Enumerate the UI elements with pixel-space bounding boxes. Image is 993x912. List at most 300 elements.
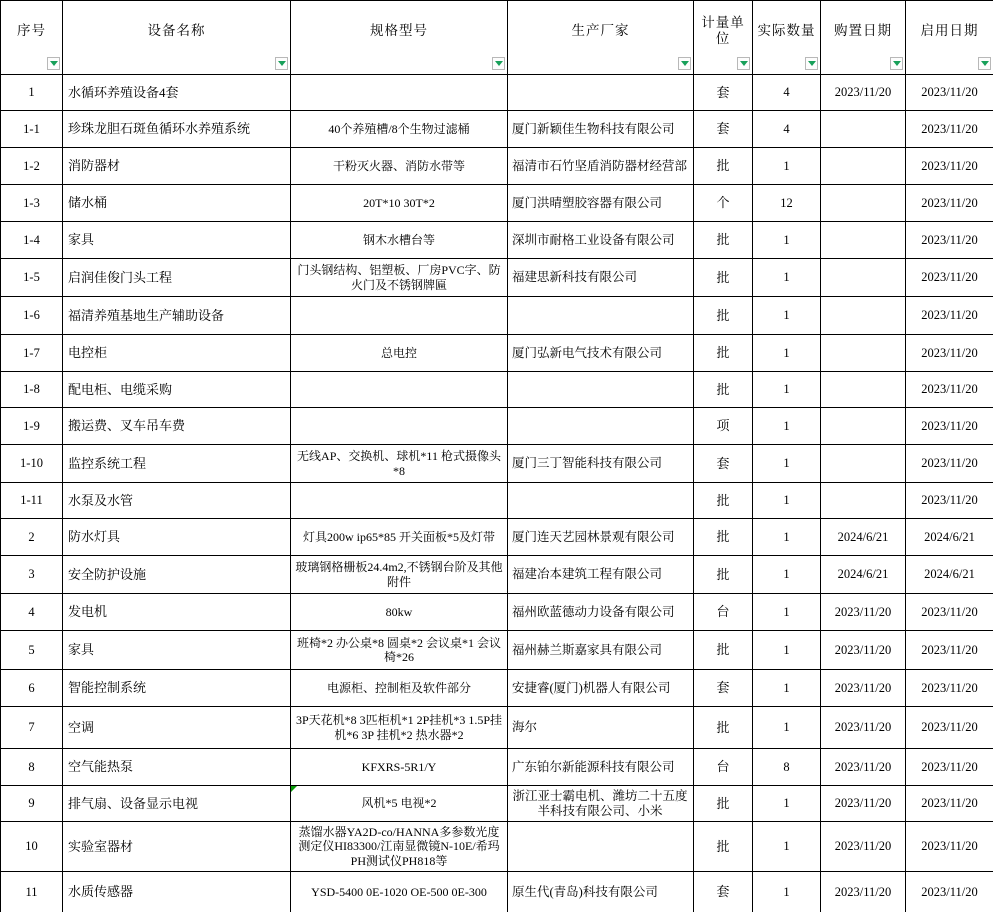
cell-spec-model[interactable] <box>291 519 508 556</box>
header-label: 规格型号 <box>370 23 428 39</box>
cell-equipment-name[interactable] <box>63 519 291 556</box>
cell-text: 2023/11/20 <box>921 382 978 397</box>
cell-text: 2024/6/21 <box>924 567 975 582</box>
cell-actual-quantity[interactable] <box>753 75 821 111</box>
cell-start-date[interactable] <box>906 631 993 670</box>
cell-actual-quantity[interactable] <box>753 519 821 556</box>
cell-text: 2023/11/20 <box>921 85 978 100</box>
cell-manufacturer[interactable] <box>508 75 694 111</box>
header-start-date[interactable] <box>906 1 993 75</box>
cell-spec-model[interactable] <box>291 148 508 185</box>
cell-equipment-name[interactable] <box>63 786 291 822</box>
cell-manufacturer[interactable] <box>508 445 694 483</box>
cell-text: 台 <box>716 604 730 620</box>
cell-unit[interactable] <box>694 872 753 912</box>
cell-text: 12 <box>780 195 793 210</box>
cell-purchase-date[interactable] <box>821 556 906 594</box>
cell-equipment-name[interactable] <box>63 335 291 372</box>
cell-spec-model[interactable] <box>291 445 508 483</box>
cell-serial[interactable] <box>1 297 63 335</box>
filter-arrow-icon <box>681 61 689 66</box>
cell-actual-quantity[interactable] <box>753 148 821 185</box>
cell-text: 2024/6/21 <box>924 529 975 544</box>
filter-arrow-icon <box>50 61 58 66</box>
cell-text: 1-9 <box>23 418 40 433</box>
cell-serial[interactable] <box>1 822 63 872</box>
cell-manufacturer[interactable] <box>508 670 694 707</box>
cell-text: 1 <box>783 158 790 173</box>
cell-text: KFXRS-5R1/Y <box>361 759 437 774</box>
cell-spec-model[interactable] <box>291 408 508 445</box>
cell-text: 1-7 <box>23 345 40 360</box>
cell-text: 7 <box>28 720 35 735</box>
cell-actual-quantity[interactable] <box>753 707 821 749</box>
cell-purchase-date[interactable] <box>821 111 906 148</box>
cell-text: 1-11 <box>20 493 43 508</box>
cell-text: 批 <box>716 838 730 854</box>
cell-text: 批 <box>716 381 730 397</box>
cell-serial[interactable] <box>1 519 63 556</box>
cell-spec-model[interactable] <box>291 372 508 408</box>
cell-text: 2023/11/20 <box>921 232 978 247</box>
cell-manufacturer[interactable] <box>508 259 694 297</box>
cell-text: 钢木水槽台等 <box>362 232 435 247</box>
cell-start-date[interactable] <box>906 335 993 372</box>
cell-manufacturer[interactable] <box>508 631 694 670</box>
cell-text: 8 <box>28 759 35 774</box>
cell-text: 套 <box>716 84 730 100</box>
cell-text: 福州赫兰斯嘉家具有限公司 <box>512 642 663 657</box>
cell-purchase-date[interactable] <box>821 259 906 297</box>
cell-text: 批 <box>716 345 730 361</box>
cell-serial[interactable] <box>1 148 63 185</box>
header-manufacturer[interactable] <box>508 1 694 75</box>
cell-manufacturer[interactable] <box>508 111 694 148</box>
cell-start-date[interactable] <box>906 75 993 111</box>
cell-text: 4 <box>783 85 790 100</box>
filter-dropdown-button[interactable] <box>275 57 288 70</box>
cell-text: 10 <box>25 839 38 854</box>
cell-text: 2024/6/21 <box>837 529 889 544</box>
cell-text: 2024/6/21 <box>837 567 889 582</box>
cell-text: 1 <box>783 884 790 899</box>
filter-arrow-icon <box>808 61 816 66</box>
cell-actual-quantity[interactable] <box>753 185 821 222</box>
cell-text: 1 <box>783 720 790 735</box>
cell-start-date[interactable] <box>906 148 993 185</box>
cell-serial[interactable] <box>1 185 63 222</box>
cell-purchase-date[interactable] <box>821 749 906 786</box>
cell-manufacturer[interactable] <box>508 185 694 222</box>
cell-purchase-date[interactable] <box>821 75 906 111</box>
cell-actual-quantity[interactable] <box>753 670 821 707</box>
cell-spec-model[interactable] <box>291 594 508 631</box>
cell-spec-model[interactable] <box>291 872 508 912</box>
cell-text: 批 <box>716 529 730 545</box>
header-serial[interactable] <box>1 1 63 75</box>
cell-manufacturer[interactable] <box>508 749 694 786</box>
cell-text: 2023/11/20 <box>834 642 892 657</box>
filter-dropdown-button[interactable] <box>737 57 750 70</box>
cell-spec-model[interactable] <box>291 185 508 222</box>
cell-start-date[interactable] <box>906 297 993 335</box>
cell-text: 3P天花机*8 3匹柜机*1 2P挂机*3 1.5P挂机*6 3P 挂机*2 热水器*2 <box>295 713 503 742</box>
cell-text: 1 <box>783 382 790 397</box>
cell-text: 搬运费、叉车吊车费 <box>68 418 186 434</box>
cell-equipment-name[interactable] <box>63 297 291 335</box>
cell-text: 厦门新颖佳生物科技有限公司 <box>512 121 675 136</box>
filter-arrow-icon <box>278 61 286 66</box>
cell-spec-model[interactable] <box>291 335 508 372</box>
cell-start-date[interactable] <box>906 786 993 822</box>
cell-equipment-name[interactable] <box>63 749 291 786</box>
filter-dropdown-button[interactable] <box>890 57 903 70</box>
cell-purchase-date[interactable] <box>821 148 906 185</box>
cell-unit[interactable] <box>694 670 753 707</box>
cell-text: 4 <box>28 604 35 619</box>
cell-text: 安捷睿(厦门)机器人有限公司 <box>512 680 671 695</box>
cell-serial[interactable] <box>1 445 63 483</box>
cell-text: 1 <box>783 345 790 360</box>
cell-text: 套 <box>716 884 730 900</box>
cell-equipment-name[interactable] <box>63 594 291 631</box>
cell-text: 套 <box>716 680 730 696</box>
cell-unit[interactable] <box>694 707 753 749</box>
cell-text: 1-4 <box>23 232 40 247</box>
cell-equipment-name[interactable] <box>63 185 291 222</box>
filter-arrow-icon <box>893 61 901 66</box>
cell-spec-model[interactable] <box>291 822 508 872</box>
cell-purchase-date[interactable] <box>821 408 906 445</box>
cell-text: 总电控 <box>380 345 417 360</box>
cell-equipment-name[interactable] <box>63 707 291 749</box>
header-purchase-date[interactable] <box>821 1 906 75</box>
cell-manufacturer[interactable] <box>508 786 694 822</box>
cell-unit[interactable] <box>694 408 753 445</box>
cell-text: 福清养殖基地生产辅助设备 <box>68 307 225 323</box>
cell-manufacturer[interactable] <box>508 372 694 408</box>
cell-serial[interactable] <box>1 594 63 631</box>
cell-text: 2023/11/20 <box>834 759 892 774</box>
cell-text: 配电柜、电缆采购 <box>68 381 173 397</box>
filter-arrow-icon <box>740 61 748 66</box>
cell-purchase-date[interactable] <box>821 519 906 556</box>
cell-equipment-name[interactable] <box>63 822 291 872</box>
cell-actual-quantity[interactable] <box>753 408 821 445</box>
cell-text: 排气扇、设备显示电视 <box>68 795 199 811</box>
filter-dropdown-button[interactable] <box>47 57 60 70</box>
cell-unit[interactable] <box>694 445 753 483</box>
cell-serial[interactable] <box>1 259 63 297</box>
cell-manufacturer[interactable] <box>508 408 694 445</box>
cell-manufacturer[interactable] <box>508 822 694 872</box>
cell-purchase-date[interactable] <box>821 631 906 670</box>
cell-spec-model[interactable] <box>291 631 508 670</box>
cell-manufacturer[interactable] <box>508 222 694 259</box>
cell-start-date[interactable] <box>906 519 993 556</box>
table-row <box>1 445 993 483</box>
cell-unit[interactable] <box>694 297 753 335</box>
cell-purchase-date[interactable] <box>821 483 906 519</box>
cell-equipment-name[interactable] <box>63 408 291 445</box>
cell-spec-model[interactable] <box>291 749 508 786</box>
cell-serial[interactable] <box>1 483 63 519</box>
table-row <box>1 483 993 519</box>
cell-spec-model[interactable] <box>291 670 508 707</box>
cell-serial[interactable] <box>1 222 63 259</box>
cell-equipment-name[interactable] <box>63 222 291 259</box>
cell-start-date[interactable] <box>906 670 993 707</box>
filter-dropdown-button[interactable] <box>978 57 991 70</box>
cell-unit[interactable] <box>694 111 753 148</box>
cell-actual-quantity[interactable] <box>753 335 821 372</box>
cell-purchase-date[interactable] <box>821 594 906 631</box>
cell-actual-quantity[interactable] <box>753 556 821 594</box>
cell-text: 批 <box>716 642 730 658</box>
cell-text: 厦门三丁智能科技有限公司 <box>512 456 663 470</box>
cell-start-date[interactable] <box>906 408 993 445</box>
cell-text: 2023/11/20 <box>921 418 978 433</box>
cell-actual-quantity[interactable] <box>753 872 821 912</box>
cell-text: 1-10 <box>20 456 43 471</box>
cell-actual-quantity[interactable] <box>753 297 821 335</box>
cell-spec-model[interactable] <box>291 483 508 519</box>
cell-serial[interactable] <box>1 670 63 707</box>
cell-text: 家具 <box>68 232 95 248</box>
cell-serial[interactable] <box>1 707 63 749</box>
cell-start-date[interactable] <box>906 372 993 408</box>
cell-text: 2 <box>28 529 35 544</box>
cell-text: 11 <box>25 884 38 899</box>
cell-start-date[interactable] <box>906 594 993 631</box>
cell-actual-quantity[interactable] <box>753 222 821 259</box>
cell-equipment-name[interactable] <box>63 670 291 707</box>
cell-actual-quantity[interactable] <box>753 594 821 631</box>
cell-unit[interactable] <box>694 259 753 297</box>
filter-dropdown-button[interactable] <box>492 57 505 70</box>
cell-actual-quantity[interactable] <box>753 372 821 408</box>
cell-start-date[interactable] <box>906 445 993 483</box>
cell-spec-model[interactable] <box>291 556 508 594</box>
cell-text: 2023/11/20 <box>834 604 892 619</box>
table-row <box>1 631 993 670</box>
cell-text: 玻璃钢格栅板24.4m2,不锈钢台阶及其他附件 <box>295 560 503 589</box>
cell-start-date[interactable] <box>906 259 993 297</box>
cell-text: 风机*5 电视*2 <box>361 796 437 811</box>
cell-manufacturer[interactable] <box>508 707 694 749</box>
table-row <box>1 872 993 912</box>
cell-spec-model[interactable] <box>291 111 508 148</box>
cell-equipment-name[interactable] <box>63 75 291 111</box>
cell-manufacturer[interactable] <box>508 483 694 519</box>
cell-actual-quantity[interactable] <box>753 749 821 786</box>
cell-start-date[interactable] <box>906 222 993 259</box>
cell-purchase-date[interactable] <box>821 335 906 372</box>
header-label: 计量单位 <box>701 15 745 46</box>
cell-unit[interactable] <box>694 75 753 111</box>
cell-equipment-name[interactable] <box>63 556 291 594</box>
cell-actual-quantity[interactable] <box>753 786 821 822</box>
header-label: 购置日期 <box>834 23 892 39</box>
header-equipment-name[interactable] <box>63 1 291 75</box>
cell-unit[interactable] <box>694 335 753 372</box>
cell-text: 防水灯具 <box>68 529 121 545</box>
cell-manufacturer[interactable] <box>508 335 694 372</box>
cell-text: 厦门连天艺园林景观有限公司 <box>512 529 675 544</box>
cell-serial[interactable] <box>1 335 63 372</box>
cell-purchase-date[interactable] <box>821 445 906 483</box>
cell-text: 套 <box>716 455 730 471</box>
cell-actual-quantity[interactable] <box>753 631 821 670</box>
cell-start-date[interactable] <box>906 707 993 749</box>
cell-equipment-name[interactable] <box>63 445 291 483</box>
table-row <box>1 259 993 297</box>
cell-actual-quantity[interactable] <box>753 259 821 297</box>
cell-serial[interactable] <box>1 556 63 594</box>
cell-text: 批 <box>716 492 730 508</box>
cell-text: 2023/11/20 <box>921 158 978 173</box>
header-label: 启用日期 <box>920 23 979 39</box>
cell-manufacturer[interactable] <box>508 297 694 335</box>
cell-serial[interactable] <box>1 872 63 912</box>
cell-text: 批 <box>716 795 730 811</box>
cell-start-date[interactable] <box>906 185 993 222</box>
cell-text: 5 <box>28 642 35 657</box>
cell-manufacturer[interactable] <box>508 519 694 556</box>
cell-spec-model[interactable] <box>291 222 508 259</box>
cell-start-date[interactable] <box>906 872 993 912</box>
cell-text: 2023/11/20 <box>921 308 978 323</box>
cell-serial[interactable] <box>1 749 63 786</box>
cell-actual-quantity[interactable] <box>753 822 821 872</box>
cell-text: 福清市石竹坚盾消防器材经营部 <box>512 158 688 173</box>
table-row <box>1 408 993 445</box>
filter-dropdown-button[interactable] <box>678 57 691 70</box>
cell-serial[interactable] <box>1 111 63 148</box>
cell-text: 6 <box>28 680 35 695</box>
cell-start-date[interactable] <box>906 556 993 594</box>
cell-unit[interactable] <box>694 185 753 222</box>
table-row <box>1 519 993 556</box>
header-spec-model[interactable] <box>291 1 508 75</box>
cell-text: 2023/11/20 <box>921 493 978 508</box>
cell-spec-model[interactable] <box>291 707 508 749</box>
header-actual-quantity[interactable] <box>753 1 821 75</box>
cell-text: 储水桶 <box>68 195 108 211</box>
cell-manufacturer[interactable] <box>508 556 694 594</box>
cell-text: 福建冶本建筑工程有限公司 <box>512 567 663 581</box>
cell-text: 1 <box>783 680 790 695</box>
cell-unit[interactable] <box>694 222 753 259</box>
cell-serial[interactable] <box>1 372 63 408</box>
cell-text: 1 <box>783 567 790 582</box>
cell-equipment-name[interactable] <box>63 872 291 912</box>
cell-manufacturer[interactable] <box>508 872 694 912</box>
cell-purchase-date[interactable] <box>821 822 906 872</box>
cell-purchase-date[interactable] <box>821 222 906 259</box>
cell-start-date[interactable] <box>906 483 993 519</box>
cell-unit[interactable] <box>694 519 753 556</box>
cell-text: 80kw <box>385 604 413 619</box>
cell-purchase-date[interactable] <box>821 185 906 222</box>
cell-text: 1 <box>783 456 790 471</box>
cell-unit[interactable] <box>694 786 753 822</box>
cell-unit[interactable] <box>694 594 753 631</box>
header-label: 序号 <box>17 23 46 39</box>
cell-text: 安全防护设施 <box>68 566 147 582</box>
cell-actual-quantity[interactable] <box>753 111 821 148</box>
cell-equipment-name[interactable] <box>63 372 291 408</box>
cell-spec-model[interactable] <box>291 786 508 822</box>
cell-manufacturer[interactable] <box>508 148 694 185</box>
cell-serial[interactable] <box>1 631 63 670</box>
table-row <box>1 594 993 631</box>
cell-serial[interactable] <box>1 786 63 822</box>
cell-start-date[interactable] <box>906 822 993 872</box>
cell-text: YSD-5400 0E-1020 OE-500 0E-300 <box>311 884 487 899</box>
cell-text: 2023/11/20 <box>921 680 978 695</box>
table-row <box>1 749 993 786</box>
cell-unit[interactable] <box>694 372 753 408</box>
cell-spec-model[interactable] <box>291 259 508 297</box>
cell-unit[interactable] <box>694 822 753 872</box>
cell-text: 1 <box>783 493 790 508</box>
cell-start-date[interactable] <box>906 749 993 786</box>
cell-unit[interactable] <box>694 556 753 594</box>
cell-text: 2023/11/20 <box>834 884 892 899</box>
cell-equipment-name[interactable] <box>63 148 291 185</box>
cell-actual-quantity[interactable] <box>753 445 821 483</box>
cell-equipment-name[interactable] <box>63 259 291 297</box>
cell-unit[interactable] <box>694 148 753 185</box>
cell-actual-quantity[interactable] <box>753 483 821 519</box>
cell-equipment-name[interactable] <box>63 483 291 519</box>
cell-purchase-date[interactable] <box>821 670 906 707</box>
header-unit[interactable] <box>694 1 753 75</box>
table-row <box>1 148 993 185</box>
cell-text: 个 <box>716 195 730 211</box>
cell-purchase-date[interactable] <box>821 707 906 749</box>
table-row <box>1 297 993 335</box>
cell-unit[interactable] <box>694 631 753 670</box>
cell-purchase-date[interactable] <box>821 372 906 408</box>
filter-dropdown-button[interactable] <box>805 57 818 70</box>
cell-text: 2023/11/20 <box>834 720 892 735</box>
comment-marker-icon <box>291 786 297 792</box>
table-row <box>1 670 993 707</box>
cell-purchase-date[interactable] <box>821 872 906 912</box>
cell-equipment-name[interactable] <box>63 111 291 148</box>
cell-purchase-date[interactable] <box>821 786 906 822</box>
cell-text: 灯具200w ip65*85 开关面板*5及灯带 <box>302 529 495 544</box>
cell-spec-model[interactable] <box>291 75 508 111</box>
filter-arrow-icon <box>981 61 989 66</box>
cell-equipment-name[interactable] <box>63 631 291 670</box>
cell-text: 电控柜 <box>68 345 108 361</box>
cell-serial[interactable] <box>1 75 63 111</box>
cell-serial[interactable] <box>1 408 63 445</box>
cell-purchase-date[interactable] <box>821 297 906 335</box>
cell-unit[interactable] <box>694 749 753 786</box>
cell-text: 蒸馏水器YA2D-co/HANNA多参数光度测定仪HI83300/江南显微镜N-10E/希玛PH测试仪PH818等 <box>298 824 500 868</box>
cell-spec-model[interactable] <box>291 297 508 335</box>
cell-unit[interactable] <box>694 483 753 519</box>
cell-manufacturer[interactable] <box>508 594 694 631</box>
cell-text: 批 <box>716 307 730 323</box>
table-row <box>1 556 993 594</box>
cell-text: 广东铂尔新能源科技有限公司 <box>512 759 675 774</box>
cell-start-date[interactable] <box>906 111 993 148</box>
